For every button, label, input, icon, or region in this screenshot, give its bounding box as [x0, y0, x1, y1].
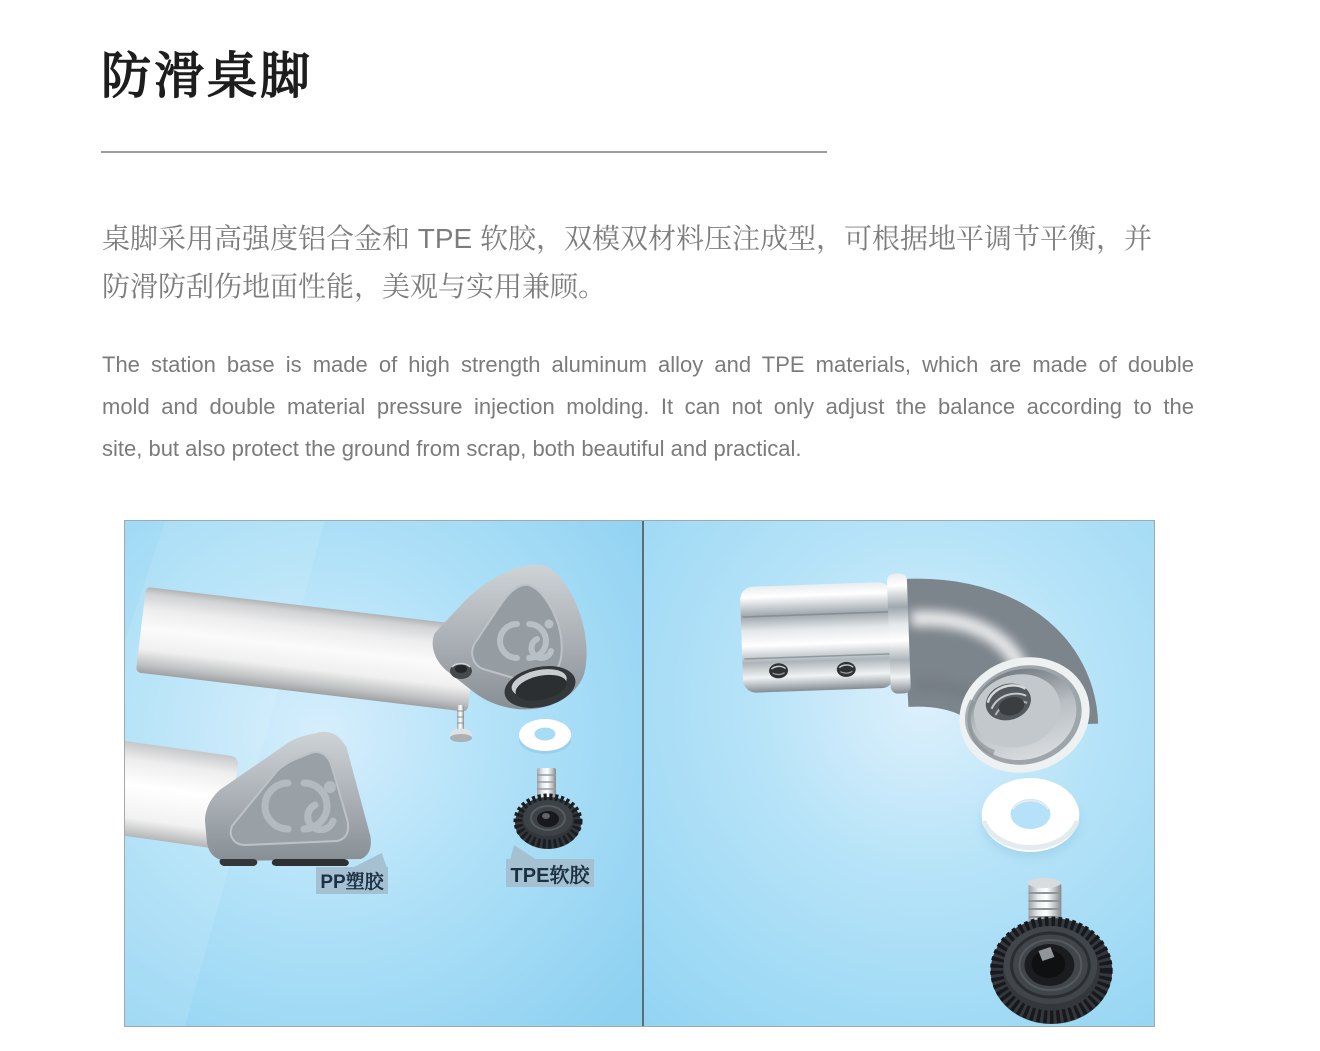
- intro-en-line-2: mold and double material pressure injection molding. It can not only adjust the balance according to the: [102, 394, 1194, 419]
- washer: [519, 719, 571, 754]
- screw-hole: [450, 663, 472, 679]
- figure-panel-exploded-foot: [125, 521, 642, 1026]
- intro-paragraph-zh: [102, 215, 1194, 311]
- elbow-foot-illustration: [644, 521, 1154, 1026]
- callout-label-tpe: [506, 859, 594, 887]
- product-figure: [124, 520, 1155, 1027]
- exploded-foot-illustration: [125, 521, 642, 1026]
- brand-emblem-dot: [324, 781, 336, 793]
- intro-en-line-3: site, but also protect the ground from scrap, both beautiful and practical.: [102, 436, 802, 461]
- intro-zh-line-1: 桌脚采用高强度铝合金和 TPE 软胶，双模双材料压注成型，可根据地平调节平衡，并: [102, 223, 1153, 254]
- intro-zh-line-2: 防滑防刮伤地面性能，美观与实用兼顾。: [102, 271, 607, 302]
- callout-label-tpe-text: TPE软胶: [510, 864, 590, 887]
- elbow-clamp-block: [739, 573, 910, 699]
- page-title: 防滑桌脚: [101, 48, 313, 104]
- section-divider: [101, 151, 827, 153]
- foot-knurled-cap: [991, 918, 1113, 1024]
- callout-label-pp: [316, 867, 388, 894]
- brand-emblem-dot: [545, 620, 554, 629]
- intro-paragraph-en: [102, 344, 1194, 470]
- intro-en-line-1: The station base is made of high strength aluminum alloy and TPE materials, which are made of double: [102, 352, 1194, 377]
- figure-panel-elbow: [644, 521, 1154, 1026]
- washer: [982, 778, 1080, 857]
- callout-label-pp-text: PP塑胶: [320, 872, 384, 893]
